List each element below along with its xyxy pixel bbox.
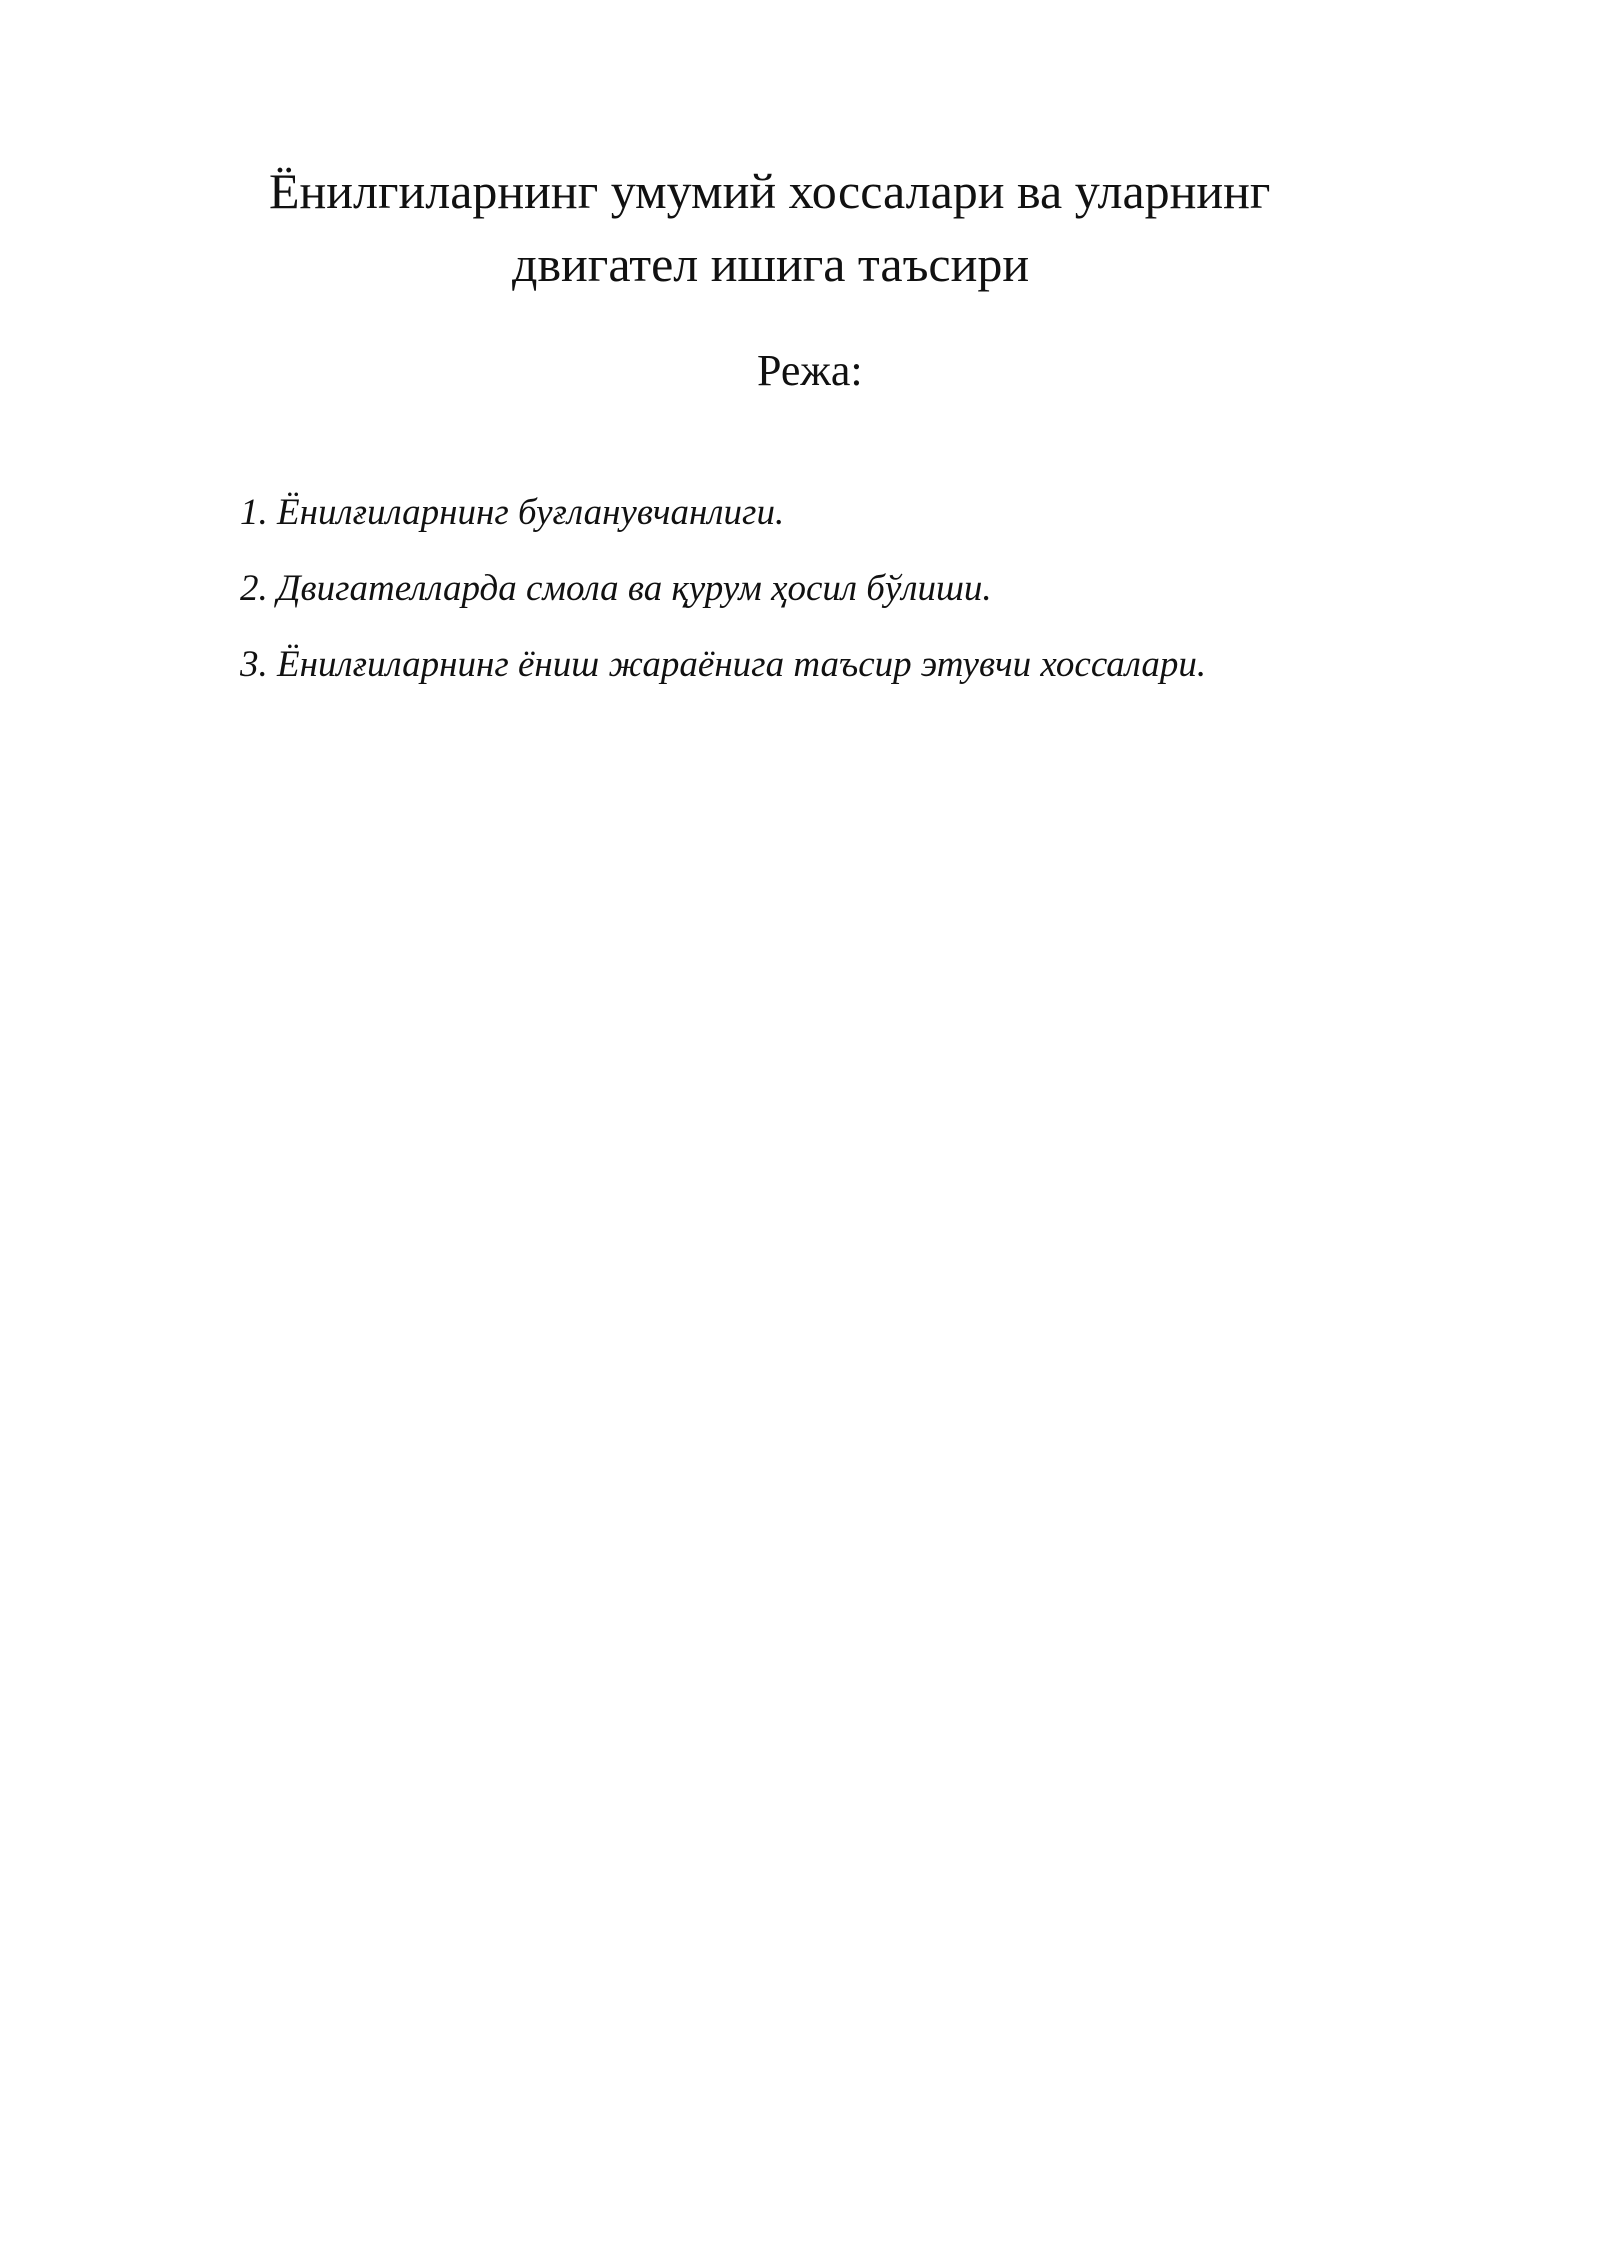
plan-list [240,475,1206,703]
plan-item-1: 1. Ёнилғиларнинг буғланувчанлиги. [240,492,785,533]
plan-heading: Режа: [757,346,863,395]
plan-item-2: 2. Двигателларда смола ва қурум ҳосил бўлиши. [240,568,992,609]
plan-item-3: 3. Ёнилғиларнинг ёниш жараёнига таъсир этувчи хоссалари. [240,644,1207,685]
title-line-1: Ёнилгиларнинг умумий хоссалари ва уларнинг [269,163,1271,219]
document-title [0,155,1600,301]
title-line-2: двигател ишига таъсири [512,236,1030,292]
